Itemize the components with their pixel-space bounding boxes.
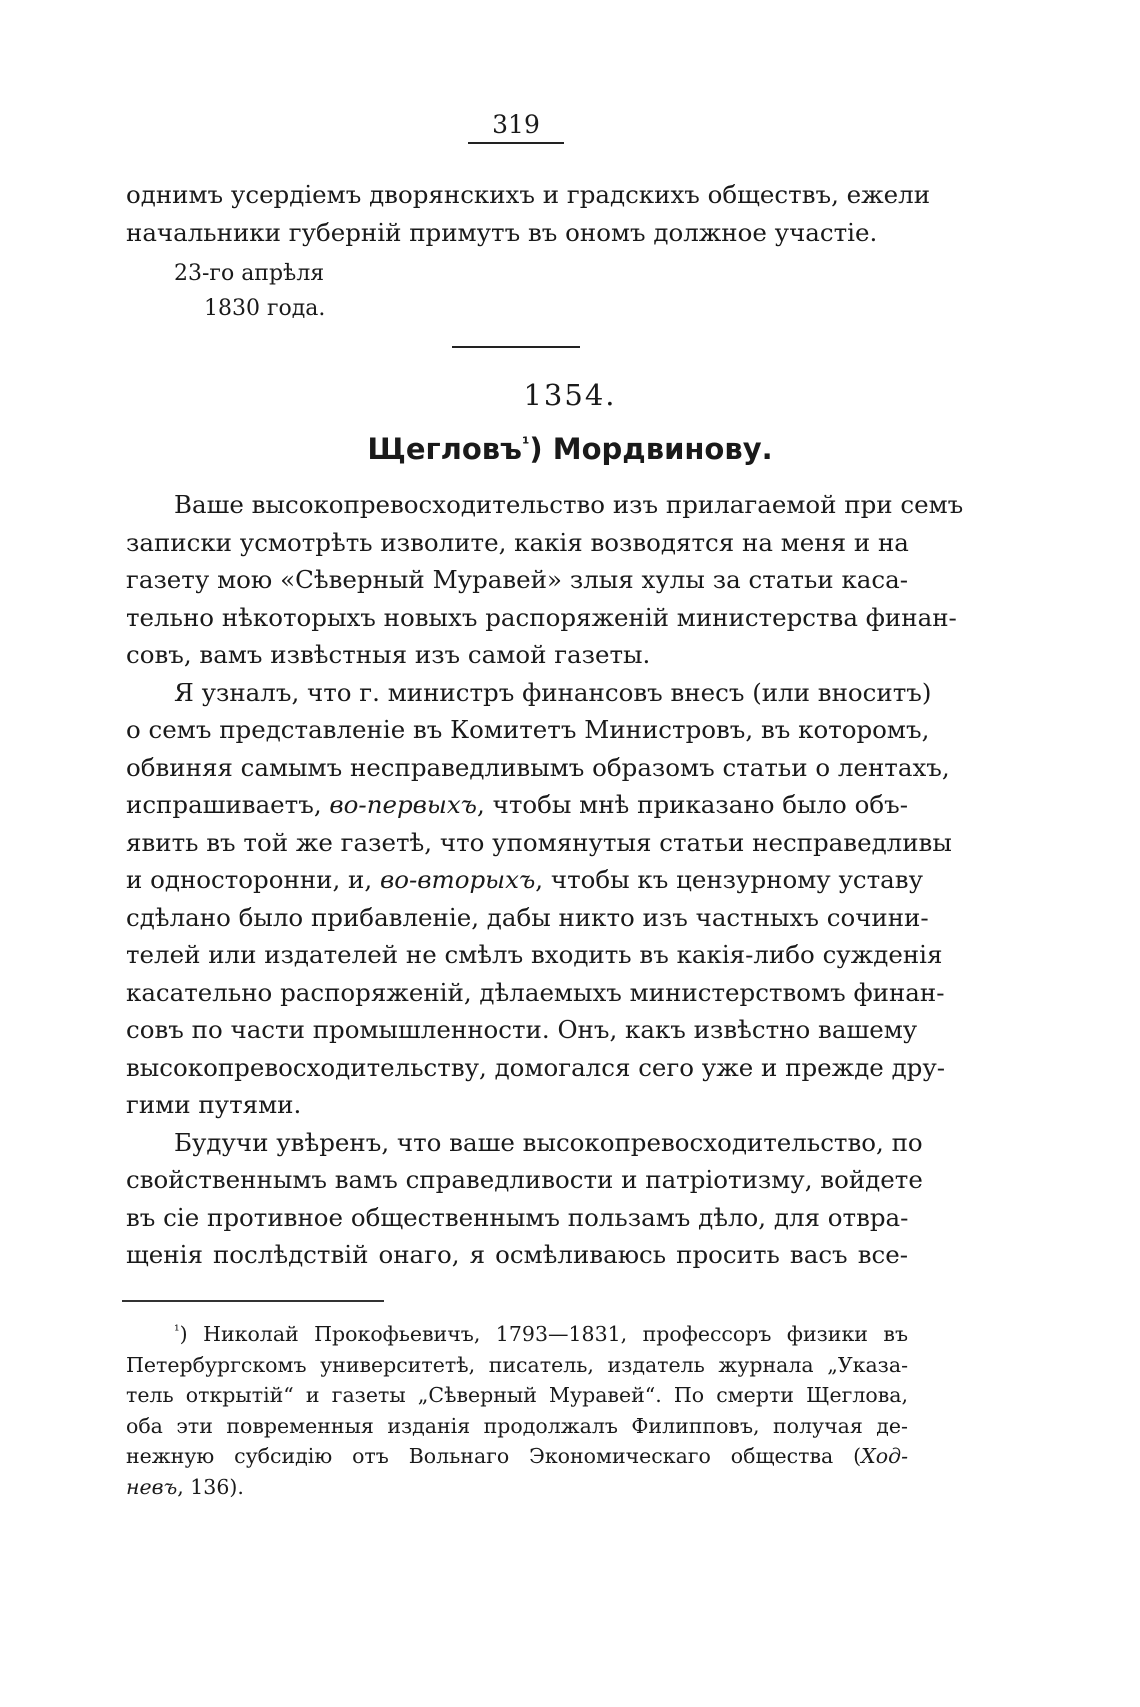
continuation-text <box>126 176 931 251</box>
text-line: въ сіе противное общественнымъ пользамъ дѣло, для отвра- <box>126 1202 909 1232</box>
text-fragment: , 136). <box>177 1474 244 1499</box>
text-fragment: ) Николай Прокофьевичъ, 1793—1831, профессоръ физики въ <box>179 1322 908 1346</box>
letter-body <box>126 486 964 1274</box>
text-line: обвиняя самымъ несправедливымъ образомъ статьи о лентахъ, <box>126 752 950 782</box>
text-fragment: , чтобы къ цензурному уставу <box>535 865 923 894</box>
title-recipient: ) Мордвинову. <box>529 432 773 466</box>
date-line: 23-го апрѣля <box>174 261 325 286</box>
text-line: Ваше высокопревосходительство изъ прилагаемой при семъ <box>174 490 964 519</box>
section-divider <box>452 346 580 348</box>
text-line: явить въ той же газетѣ, что упомянутыя статьи несправедливы <box>126 827 952 857</box>
letter-date <box>174 256 325 326</box>
title-sender: Щегловъ <box>367 432 522 466</box>
paragraph-3 <box>126 1124 923 1274</box>
text-line: щенія послѣдствій онаго, я осмѣливаюсь просить васъ все- <box>126 1240 908 1269</box>
text-line: о семъ представленіе въ Комитетъ Министровъ, въ которомъ, <box>126 715 930 744</box>
text-line: записки усмотрѣть изволите, какія возводятся на меня и на <box>126 527 909 557</box>
text-fragment: нежную субсидію отъ Вольнаго Экономическаго общества ( <box>126 1444 862 1468</box>
paragraph-2 <box>126 674 952 1124</box>
text-line: Будучи увѣренъ, что ваше высокопревосходительство, по <box>174 1127 923 1157</box>
footnote-line: тель открытій“ и газеты „Сѣверный Муравей“. По смерти Щеглова, <box>126 1383 908 1407</box>
footnote-line <box>126 1472 908 1503</box>
text-line: Я узналъ, что г. министръ финансовъ внесъ (или вноситъ) <box>174 677 932 707</box>
text-line <box>126 861 923 899</box>
text-line: гими путями. <box>126 1090 302 1119</box>
footnote-reference: ¹ <box>521 434 530 454</box>
footnote-line <box>126 1316 908 1350</box>
footnote-mark: ¹ <box>174 1323 180 1339</box>
text-line: совъ по части промышленности. Онъ, какъ извѣстно вашему <box>126 1015 918 1044</box>
text-fragment: и односторонни, и, <box>126 865 380 894</box>
text-line: газету мою «Сѣверный Муравей» злыя хулы за статьи каса- <box>126 565 908 594</box>
text-line: телей или издателей не смѣлъ входить въ какія-либо сужденія <box>126 940 943 969</box>
text-fragment: испрашиваетъ, <box>126 790 330 819</box>
text-line: однимъ усердіемъ дворянскихъ и градскихъ обществъ, ежели <box>126 180 931 209</box>
letter-title <box>0 432 1140 466</box>
footnote-line <box>126 1441 908 1472</box>
footnote <box>126 1316 908 1502</box>
emphasis: во-первыхъ <box>329 790 478 819</box>
emphasis: Ход- <box>861 1444 908 1468</box>
text-line <box>126 786 908 824</box>
text-line: касательно распоряженій, дѣлаемыхъ министерствомъ финан- <box>126 977 945 1007</box>
footnote-divider <box>122 1300 384 1302</box>
text-line: свойственнымъ вамъ справедливости и патріотизму, войдете <box>126 1165 923 1194</box>
emphasis: во-вторыхъ <box>379 865 536 894</box>
date-line: 1830 года. <box>204 296 326 321</box>
paragraph-1 <box>126 486 964 674</box>
text-line: высокопревосходительству, домогался сего уже и прежде дру- <box>126 1052 946 1082</box>
page-number: 319 <box>468 110 564 144</box>
footnote-line: Петербургскомъ университетѣ, писатель, издатель журнала „Указа- <box>126 1352 908 1377</box>
text-line: тельно нѣкоторыхъ новыхъ распоряженій министерства финан- <box>126 602 957 632</box>
text-line: сдѣлано было прибавленіе, дабы никто изъ частныхъ сочини- <box>126 902 929 932</box>
text-line: совъ, вамъ извѣстныя изъ самой газеты. <box>126 640 651 669</box>
text-line: начальники губерній примутъ въ ономъ должное участіе. <box>126 217 878 247</box>
footnote-line: оба эти повременныя изданія продолжалъ Филипповъ, получая де- <box>126 1413 908 1438</box>
text-fragment: , чтобы мнѣ приказано было объ- <box>477 790 908 819</box>
document-number: 1354. <box>523 378 617 412</box>
emphasis: невъ <box>126 1474 178 1499</box>
